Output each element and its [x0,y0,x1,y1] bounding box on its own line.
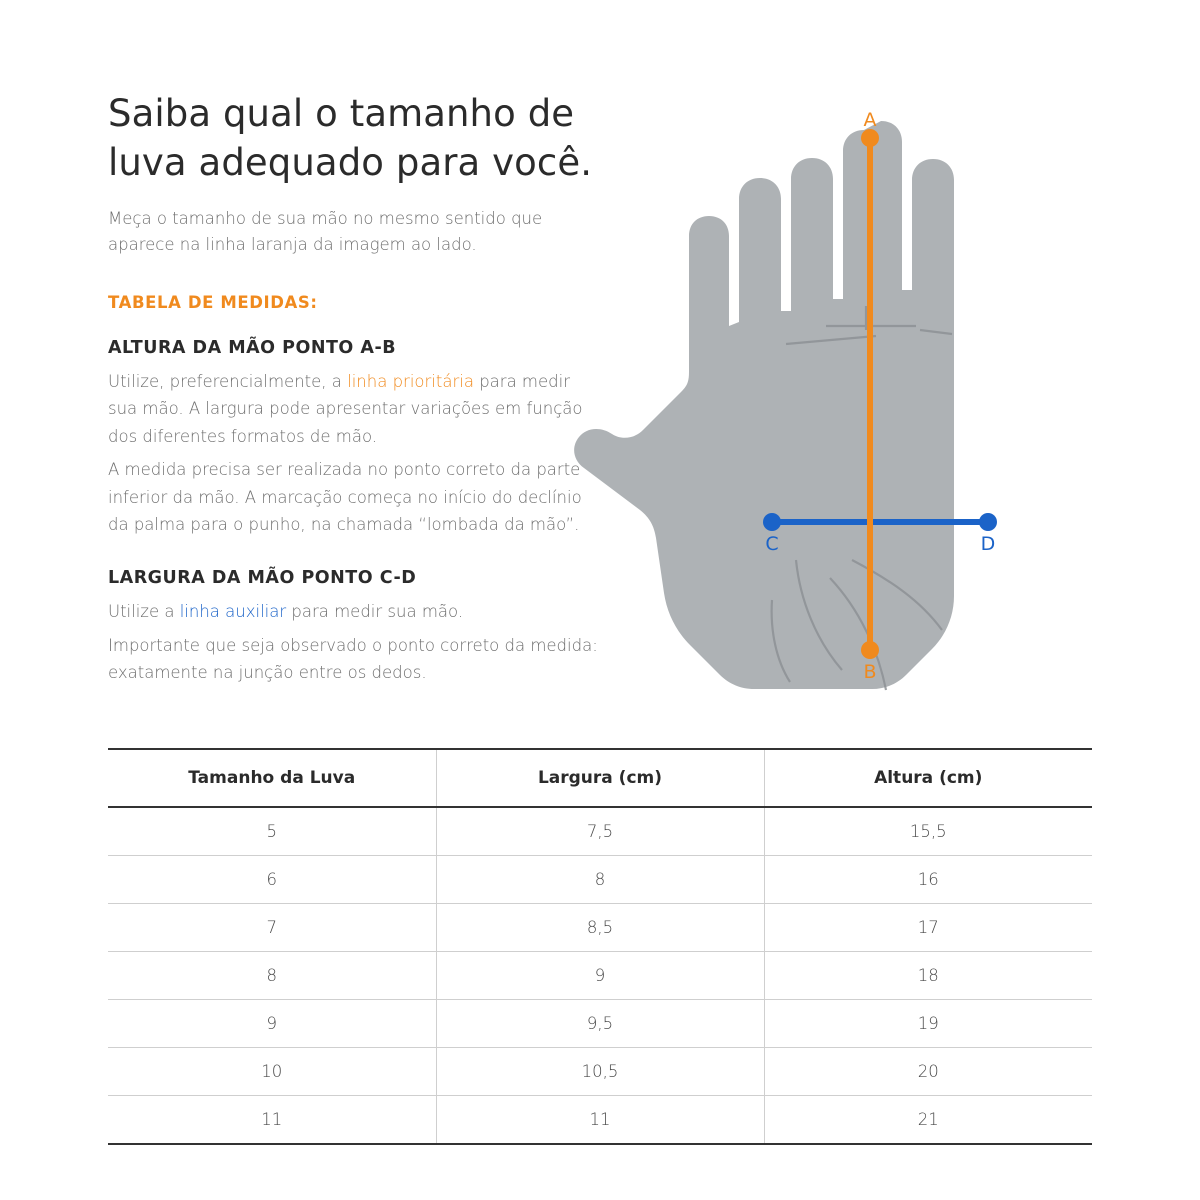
illustration-column [600,90,1200,692]
table-row [108,1096,1092,1145]
label-d: D [980,533,996,555]
cell-size: 7 [108,904,436,952]
hand-shape [574,121,954,690]
cell-size: 5 [108,807,436,856]
cell-size: 9 [108,1000,436,1048]
cell-size: 6 [108,856,436,904]
height-section-paragraph-2: A medida precisa ser realizada no ponto correto da parte inferior da mão. A marcação começa no início do declínio da palma para o punho, na chamada “lombada da mão”. [108,460,582,534]
cell-width: 11 [436,1096,764,1145]
cell-height: 15,5 [764,807,1092,856]
cell-height: 16 [764,856,1092,904]
cell-width: 7,5 [436,807,764,856]
width-p1-link: linha auxiliar [179,602,287,622]
cell-height: 19 [764,1000,1092,1048]
table-row [108,952,1092,1000]
cell-width: 8 [436,856,764,904]
table-row [108,856,1092,904]
col-header-size: Tamanho da Luva [108,749,436,807]
height-p1-after: para medir sua mão. A largura pode apresentar variações em função dos diferentes formatos de mão. [108,372,583,446]
width-section-paragraph-1 [108,598,600,625]
label-a: A [863,109,877,131]
cell-height: 17 [764,904,1092,952]
height-section-paragraph-1 [108,368,600,450]
hand-illustration-svg [620,109,1050,790]
width-section-heading: LARGURA DA MÃO PONTO C-D [108,568,417,589]
table-row [108,1000,1092,1048]
cell-width: 8,5 [436,904,764,952]
col-header-width: Largura (cm) [436,749,764,807]
col-header-height: Altura (cm) [764,749,1092,807]
label-b: B [863,661,877,683]
height-section-heading: ALTURA DA MÃO PONTO A-B [108,338,397,359]
height-p1-link: linha prioritária [347,372,474,392]
cell-height: 21 [764,1096,1092,1145]
table-row [108,1048,1092,1096]
cell-height: 18 [764,952,1092,1000]
page-title: Saiba qual o tamanho de luva adequado para você. [108,92,593,184]
size-table-head [108,749,1092,807]
width-p1-before: Utilize a [108,602,180,622]
hand-diagram [620,109,1050,790]
text-column [0,90,600,692]
width-p1-after: para medir sua mão. [286,602,464,622]
cell-size: 8 [108,952,436,1000]
table-row [108,904,1092,952]
width-section-paragraph-2: Importante que seja observado o ponto correto da medida: exatamente na junção entre os dedos. [108,635,598,683]
size-table [108,748,1092,1145]
intro-paragraph: Meça o tamanho de sua mão no mesmo sentido que aparece na linha laranja da imagem ao lado. [108,208,543,255]
height-p1-before: Utilize, preferencialmente, a [108,372,348,392]
size-table-body [108,807,1092,1144]
cell-height: 20 [764,1048,1092,1096]
measurements-table-label: TABELA DE MEDIDAS: [108,293,318,313]
cell-size: 11 [108,1096,436,1145]
cell-width: 9,5 [436,1000,764,1048]
cell-width: 9 [436,952,764,1000]
table-header-row [108,749,1092,807]
size-table-wrapper [108,748,1092,1145]
cell-size: 10 [108,1048,436,1096]
label-c: C [765,533,779,555]
table-row [108,807,1092,856]
cell-width: 10,5 [436,1048,764,1096]
